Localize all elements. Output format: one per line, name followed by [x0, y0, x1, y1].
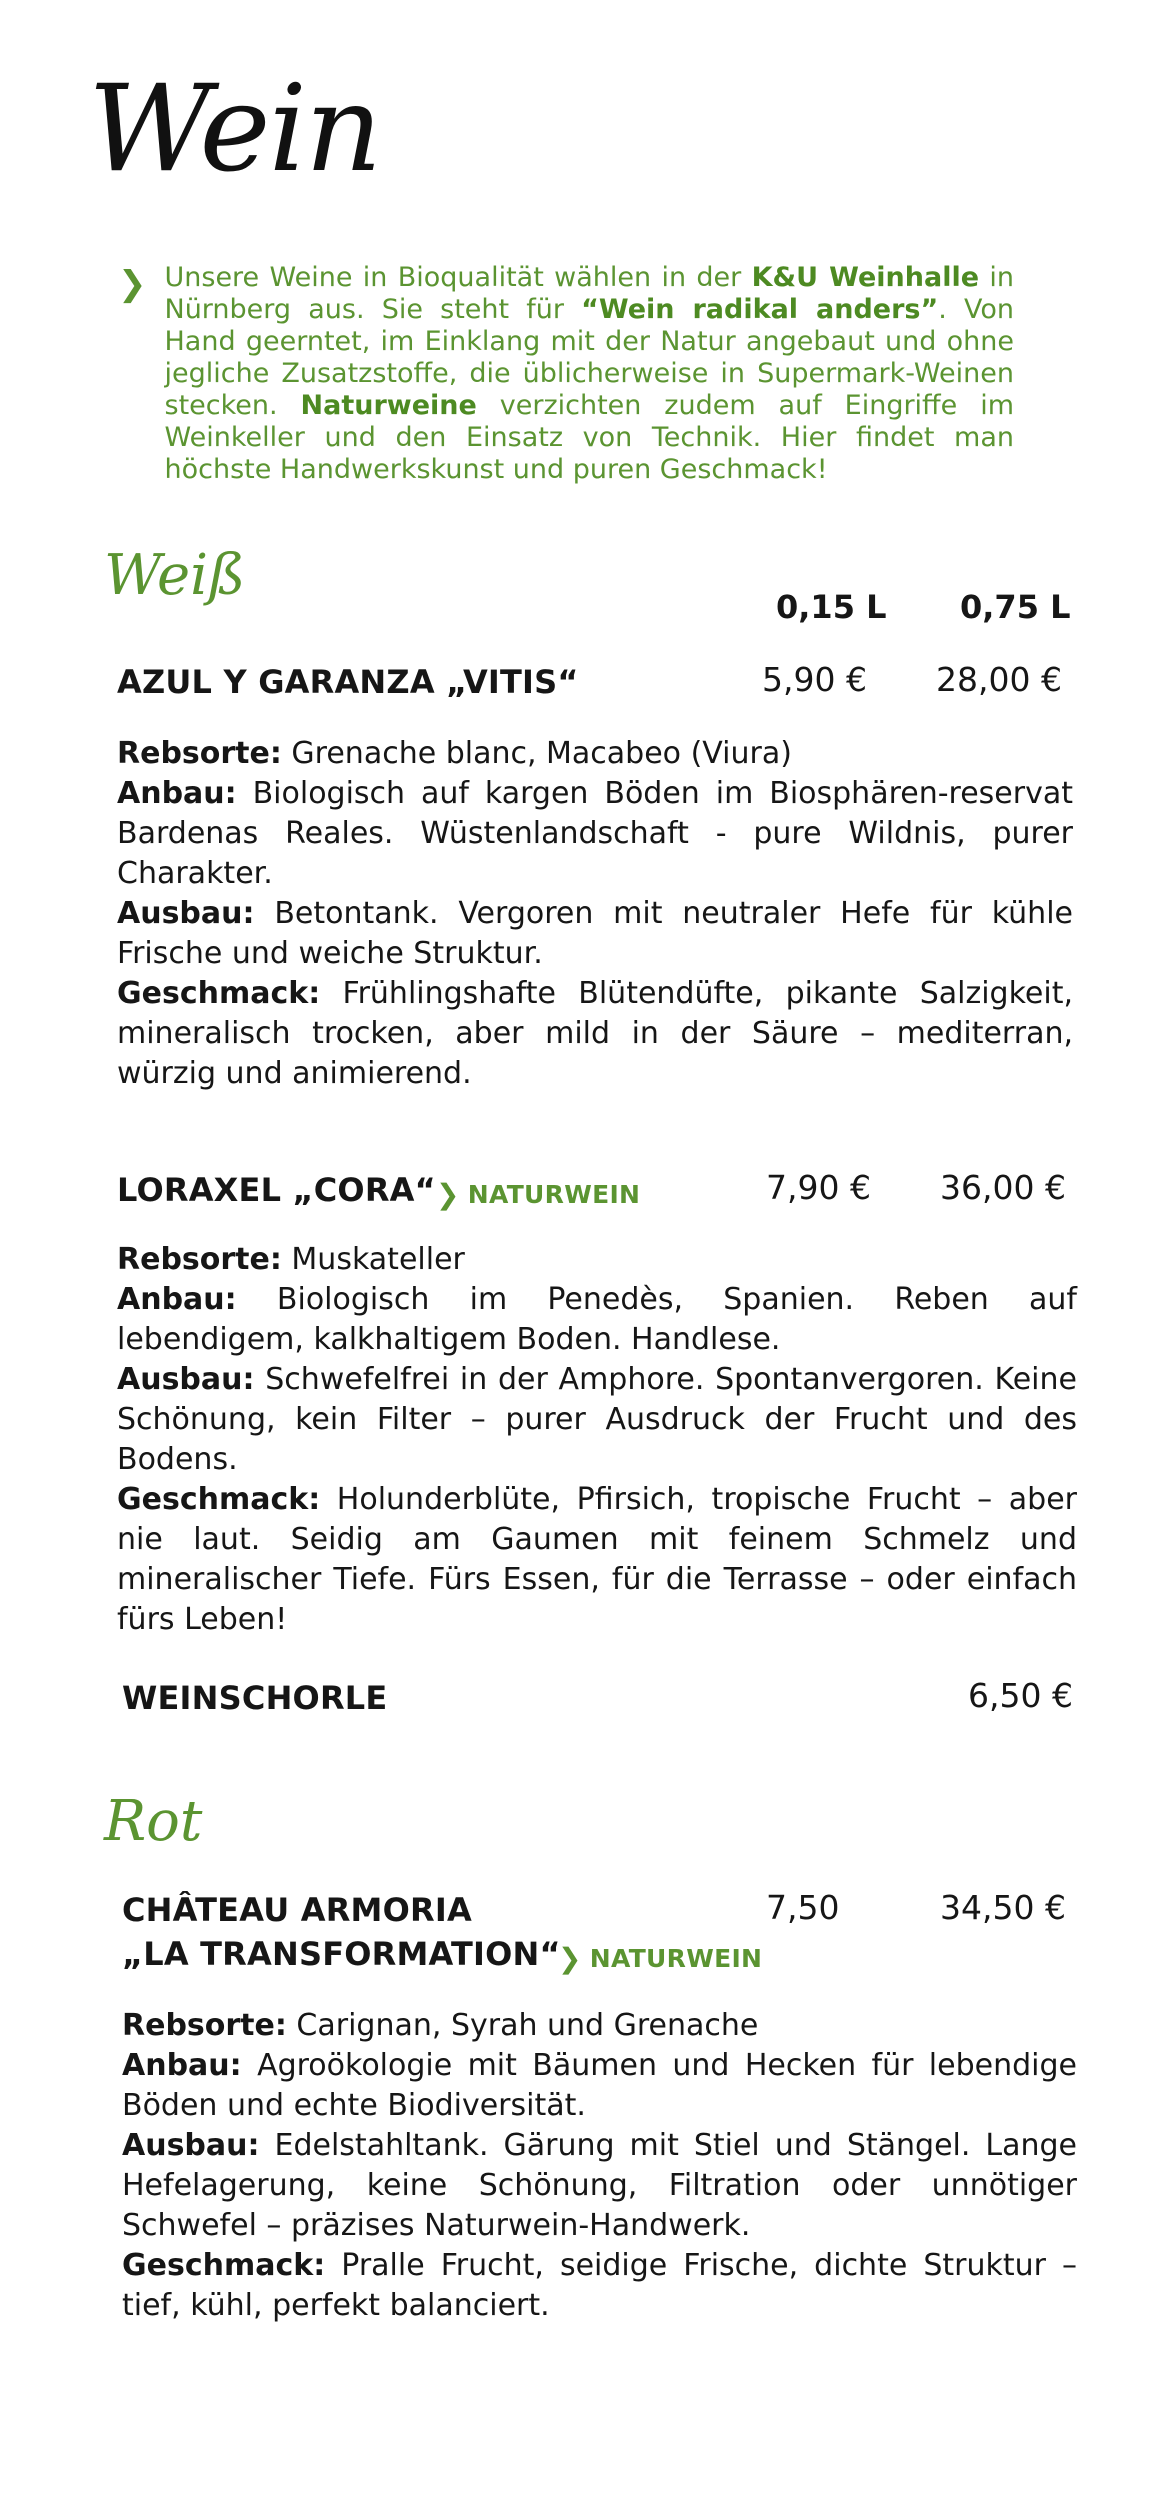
chevron-right-icon: ❯: [436, 1178, 460, 1211]
price-small: 7,50: [766, 1888, 840, 1927]
price-large: 34,50 €: [940, 1888, 1066, 1927]
column-header-large: 0,75 L: [960, 588, 1071, 626]
section-title-red: Rot: [104, 1789, 203, 1854]
price-small: 7,90 €: [766, 1168, 871, 1207]
price-small: 5,90 €: [762, 660, 867, 699]
wine-name-line1: CHÂTEAU ARMORIA: [122, 1891, 472, 1929]
wine-description: Rebsorte: Grenache blanc, Macabeo (Viura) Anbau: Biologisch auf kargen Böden im Biosphären-reservat Bardenas Reales. Wüstenlandschaft - pure Wildnis, purer Charakter. Ausbau: Betontank. Vergoren mit neutraler Hefe für kühle Frische und weiche Struktur. Geschmack: Frühlingshafte Blütendüfte, pikante Salzigkeit, mineralisch trocken, aber mild in der Säure – mediterran, würzig und animierend.: [117, 736, 1073, 1091]
intro-paragraph: Unsere Weine in Bioqualität wählen in der K&U Weinhalle in Nürnberg aus. Sie steht für “Wein radikal anders”. Von Hand geerntet, im Einklang mit der Natur angebaut und ohne jegliche Zusatzstoffe, die üblicherweise in Supermark-Weinen stecken. Naturweine verzichten zudem auf Eingriffe im Weinkeller und den Einsatz von Technik. Hier findet man höchste Handwerkskunst und puren Geschmack!: [164, 262, 1015, 485]
chevron-right-icon: ❯: [558, 1942, 582, 1975]
price-large: 36,00 €: [940, 1168, 1066, 1207]
wine-description: Rebsorte: Muskateller Anbau: Biologisch im Penedès, Spanien. Reben auf lebendigem, kalkhaltigem Boden. Handlese. Ausbau: Schwefelfrei in der Amphore. Spontanvergoren. Keine Schönung, kein Filter – purer Ausdruck der Frucht und des Bodens. Geschmack: Holunderblüte, Pfirsich, tropische Frucht – aber nie laut. Seidig am Gaumen mit feinem Schmelz und mineralischer Tiefe. Fürs Essen, für die Terrasse – oder einfach fürs Leben!: [117, 1242, 1077, 1637]
page-title: Wein: [88, 60, 381, 199]
wine-name: WEINSCHORLE: [122, 1679, 388, 1717]
naturwein-badge: ❯ NATURWEIN: [558, 1942, 763, 1975]
column-header-small: 0,15 L: [776, 588, 887, 626]
section-title-white: Weiß: [104, 543, 246, 608]
wine-description: Rebsorte: Carignan, Syrah und Grenache Anbau: Agroökologie mit Bäumen und Hecken für lebendige Böden und echte Biodiversität. Ausbau: Edelstahltank. Gärung mit Stiel und Stängel. Lange Hefelagerung, keine Schönung, Filtration oder unnötiger Schwefel – präzises Naturwein-Handwerk. Geschmack: Pralle Frucht, seidige Frische, dichte Struktur – tief, kühl, perfekt balanciert.: [122, 2008, 1077, 2323]
price: 6,50 €: [968, 1676, 1073, 1715]
wine-name: AZUL Y GARANZA „VITIS“: [117, 663, 579, 701]
price-large: 28,00 €: [936, 660, 1062, 699]
intro-text: [118, 262, 1014, 486]
wine-name: LORAXEL „CORA“: [117, 1171, 436, 1209]
chevron-right-icon: ❯: [118, 264, 147, 304]
wine-name-line2: „LA TRANSFORMATION“: [122, 1935, 561, 1973]
naturwein-badge: ❯ NATURWEIN: [436, 1178, 641, 1211]
